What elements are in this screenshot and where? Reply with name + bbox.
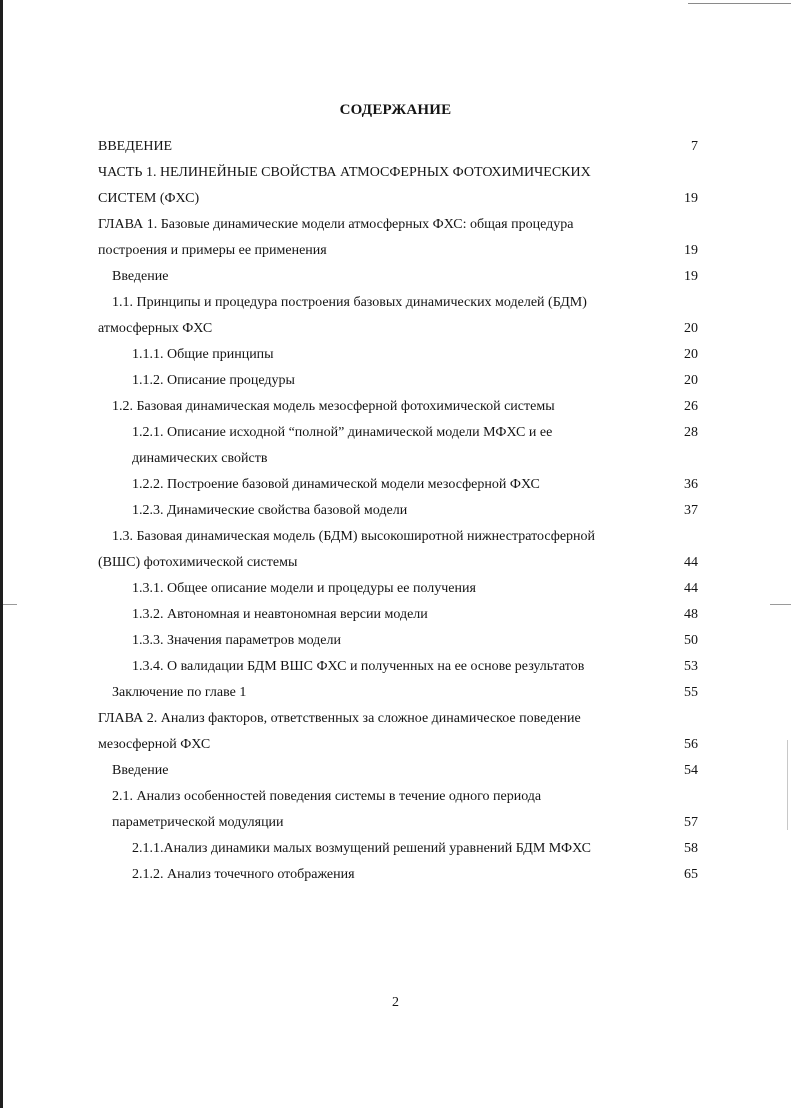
toc-entry-text: 1.3.3. Значения параметров модели xyxy=(132,633,342,648)
toc-entry-page: 55 xyxy=(684,685,698,700)
toc-entry xyxy=(98,238,698,264)
toc-entry-page: 57 xyxy=(684,815,698,830)
toc-entry xyxy=(98,706,698,732)
toc-entry-page: 36 xyxy=(684,477,698,492)
toc-entry xyxy=(98,498,698,524)
scan-mark-right xyxy=(770,604,791,605)
scan-mark-right-vertical xyxy=(787,740,788,830)
toc-entry xyxy=(98,836,698,862)
toc-entry-text: 1.2.2. Построение базовой динамической модели мезосферной ФХС xyxy=(132,477,540,492)
toc-entry-text: 2.1. Анализ особенностей поведения системы в течение одного периода xyxy=(112,789,542,804)
toc-entry xyxy=(98,316,698,342)
toc-entry xyxy=(98,758,698,784)
toc-entry-text: параметрической модуляции xyxy=(112,815,284,830)
toc-entry xyxy=(98,810,698,836)
toc-entry-text: 1.2.1. Описание исходной “полной” динамической модели МФХС и ее xyxy=(132,425,553,440)
toc-entry xyxy=(98,602,698,628)
toc-entry-page: 19 xyxy=(684,269,698,284)
toc-entry-text: 2.1.2. Анализ точечного отображения xyxy=(132,867,355,882)
toc-entry-text: Заключение по главе 1 xyxy=(112,685,247,700)
toc-entry xyxy=(98,290,698,316)
toc-entry-page: 20 xyxy=(684,373,698,388)
page-title: СОДЕРЖАНИЕ xyxy=(339,102,452,118)
toc-entry-text: 1.2.3. Динамические свойства базовой модели xyxy=(132,503,408,518)
toc-entry-page: 28 xyxy=(684,425,698,440)
toc-entry-page: 44 xyxy=(684,581,698,596)
toc-entry xyxy=(98,212,698,238)
toc-entry-text: 1.3.4. О валидации БДМ ВШС ФХС и полученных на ее основе результатов xyxy=(132,659,585,674)
toc-entry xyxy=(98,394,698,420)
toc-entry-page: 48 xyxy=(684,607,698,622)
toc-entry-text: атмосферных ФХС xyxy=(98,321,213,336)
toc-entry xyxy=(98,264,698,290)
toc-entry-text: построения и примеры ее применения xyxy=(98,243,327,258)
toc-entry xyxy=(98,576,698,602)
toc-entry-text: ВВЕДЕНИЕ xyxy=(98,139,173,154)
scan-edge-top xyxy=(688,3,791,4)
toc-entry-text: 1.1. Принципы и процедура построения базовых динамических моделей (БДМ) xyxy=(112,295,587,310)
toc-entry-page: 20 xyxy=(684,347,698,362)
scan-mark-left xyxy=(3,604,17,605)
toc-entry xyxy=(98,186,698,212)
toc-entry-text: ЧАСТЬ 1. НЕЛИНЕЙНЫЕ СВОЙСТВА АТМОСФЕРНЫХ ФОТОХИМИЧЕСКИХ xyxy=(98,165,591,180)
toc-entry-page: 7 xyxy=(691,139,698,154)
toc-entry-text: мезосферной ФХС xyxy=(98,737,211,752)
toc-entry-page: 56 xyxy=(684,737,698,752)
toc-entry-page: 19 xyxy=(684,191,698,206)
page-number: 2 xyxy=(392,995,399,1010)
toc-entry-text: (ВШС) фотохимической системы xyxy=(98,555,298,570)
table-of-contents xyxy=(98,134,698,888)
toc-entry-page: 53 xyxy=(684,659,698,674)
toc-entry-text: СИСТЕМ (ФХС) xyxy=(98,191,200,206)
toc-entry-text: 1.1.1. Общие принципы xyxy=(132,347,274,362)
toc-entry xyxy=(98,472,698,498)
toc-entry-text: ГЛАВА 1. Базовые динамические модели атмосферных ФХС: общая процедура xyxy=(98,217,574,232)
toc-entry xyxy=(98,628,698,654)
toc-entry-text: 1.3.2. Автономная и неавтономная версии модели xyxy=(132,607,428,622)
toc-entry-page: 20 xyxy=(684,321,698,336)
toc-entry-text: ГЛАВА 2. Анализ факторов, ответственных за сложное динамическое поведение xyxy=(98,711,581,726)
toc-entry-text: Введение xyxy=(112,269,169,284)
toc-entry-page: 26 xyxy=(684,399,698,414)
toc-entry xyxy=(98,862,698,888)
toc-entry-page: 65 xyxy=(684,867,698,882)
toc-entry xyxy=(98,732,698,758)
toc-entry xyxy=(98,160,698,186)
toc-entry-text: Введение xyxy=(112,763,169,778)
toc-entry-page: 58 xyxy=(684,841,698,856)
toc-entry-page: 50 xyxy=(684,633,698,648)
toc-entry xyxy=(98,550,698,576)
toc-entry xyxy=(98,446,698,472)
toc-entry xyxy=(98,134,698,160)
toc-entry-text: динамических свойств xyxy=(132,451,268,466)
toc-entry-page: 54 xyxy=(684,763,698,778)
toc-entry-text: 1.1.2. Описание процедуры xyxy=(132,373,295,388)
toc-entry xyxy=(98,680,698,706)
toc-entry xyxy=(98,654,698,680)
toc-entry-text: 1.3.1. Общее описание модели и процедуры ее получения xyxy=(132,581,476,596)
toc-entry xyxy=(98,342,698,368)
toc-entry xyxy=(98,784,698,810)
toc-entry-page: 37 xyxy=(684,503,698,518)
toc-entry-page: 44 xyxy=(684,555,698,570)
toc-entry-text: 1.3. Базовая динамическая модель (БДМ) высокоширотной нижнестратосферной xyxy=(112,529,596,544)
toc-entry xyxy=(98,524,698,550)
toc-entry-text: 2.1.1.Анализ динамики малых возмущений решений уравнений БДМ МФХС xyxy=(132,841,592,856)
toc-entry-text: 1.2. Базовая динамическая модель мезосферной фотохимической системы xyxy=(112,399,555,414)
toc-entry xyxy=(98,368,698,394)
scan-edge-left xyxy=(0,0,3,1108)
toc-entry-page: 19 xyxy=(684,243,698,258)
toc-entry xyxy=(98,420,698,446)
